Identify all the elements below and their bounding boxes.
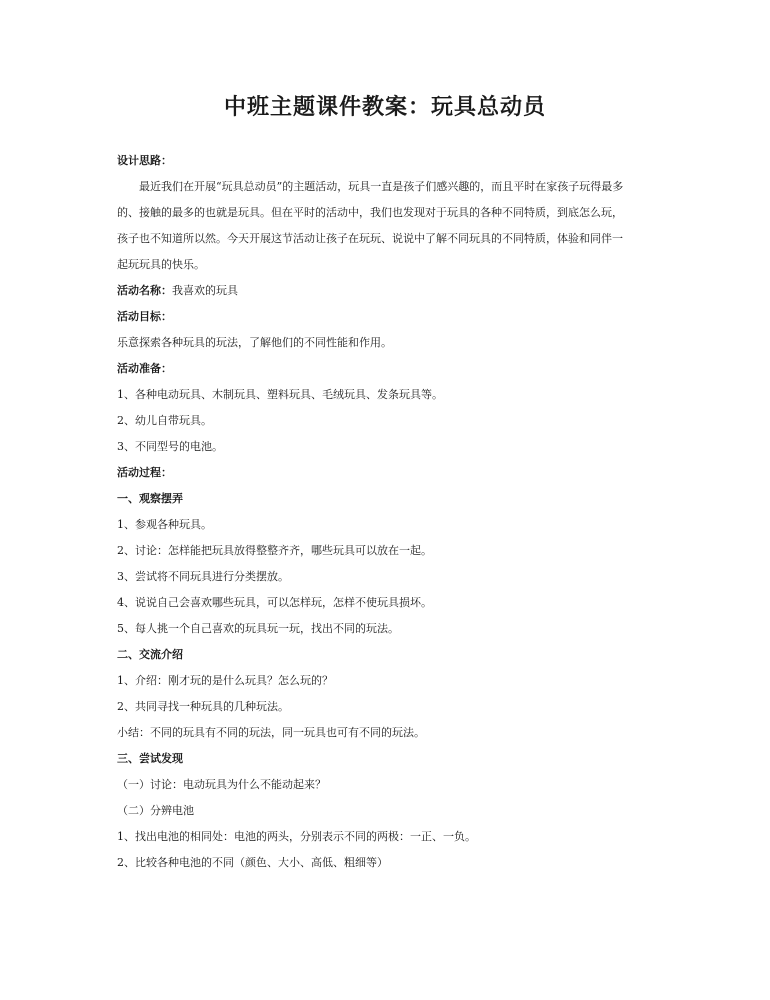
section-heading: 三、尝试发现 (117, 752, 183, 765)
design-paragraph-line: 孩子也不知道所以然。今天开展这节活动让孩子在玩玩、说说中了解不同玩具的不同特质，体验和同伴一 (117, 232, 623, 245)
design-paragraph-line: 起玩玩具的快乐。 (117, 258, 205, 271)
activity-name-value: 我喜欢的玩具 (172, 284, 238, 297)
prep-heading: 活动准备： (117, 362, 172, 375)
list-item: 1、介绍：刚才玩的是什么玩具？怎么玩的？ (117, 674, 333, 687)
goal-heading: 活动目标： (117, 310, 172, 323)
list-item: 1、参观各种玩具。 (117, 518, 212, 531)
activity-name (117, 278, 655, 304)
document-body (117, 148, 655, 876)
section-heading: 一、观察摆弄 (117, 492, 183, 505)
list-item: （一）讨论：电动玩具为什么不能动起来？ (117, 778, 326, 791)
prep-item: 3、不同型号的电池。 (117, 440, 223, 453)
prep-item: 2、幼儿自带玩具。 (117, 414, 212, 427)
list-item: 2、讨论：怎样能把玩具放得整整齐齐，哪些玩具可以放在一起。 (117, 544, 432, 557)
list-item: 2、共同寻找一种玩具的几种玩法。 (117, 700, 289, 713)
design-heading: 设计思路： (117, 154, 172, 167)
prep-item: 1、各种电动玩具、木制玩具、塑料玩具、毛绒玩具、发条玩具等。 (117, 388, 443, 401)
design-paragraph-line: 最近我们在开展“玩具总动员”的主题活动，玩具一直是孩子们感兴趣的，而且平时在家孩子玩得最多 (139, 180, 624, 193)
goal-text: 乐意探索各种玩具的玩法，了解他们的不同性能和作用。 (117, 336, 392, 349)
list-item: 3、尝试将不同玩具进行分类摆放。 (117, 570, 289, 583)
section-heading: 二、交流介绍 (117, 648, 183, 661)
summary-text: 小结：不同的玩具有不同的玩法，同一玩具也可有不同的玩法。 (117, 726, 425, 739)
list-item: （二）分辨电池 (117, 804, 194, 817)
list-item: 2、比较各种电池的不同（颜色、大小、高低、粗细等） (117, 856, 388, 869)
design-paragraph-line: 的、接触的最多的也就是玩具。但在平时的活动中，我们也发现对于玩具的各种不同特质，到底怎么玩， (117, 206, 623, 219)
document-title: 中班主题课件教案：玩具总动员 (223, 95, 546, 120)
activity-name-label: 活动名称： (117, 284, 172, 297)
list-item: 5、每人挑一个自己喜欢的玩具玩一玩，找出不同的玩法。 (117, 622, 399, 635)
process-heading: 活动过程： (117, 466, 172, 479)
list-item: 4、说说自己会喜欢哪些玩具，可以怎样玩，怎样不使玩具损坏。 (117, 596, 432, 609)
list-item: 1、找出电池的相同处：电池的两头，分别表示不同的两极：一正、一负。 (117, 830, 476, 843)
